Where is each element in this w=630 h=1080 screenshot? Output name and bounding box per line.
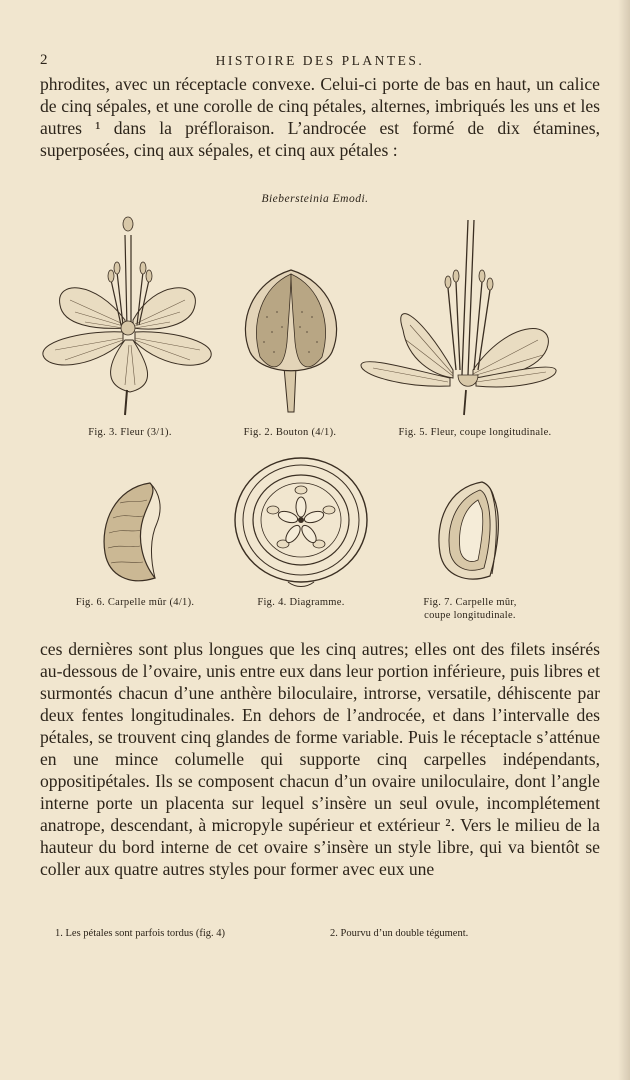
footnote-1: 1. Les pétales sont parfois tordus (fig. 4) xyxy=(55,928,226,939)
footnote-2: 2. Pourvu d’un double tégument. xyxy=(330,928,469,939)
figure-3-flower-illustration xyxy=(35,210,220,420)
running-head xyxy=(40,52,600,70)
figure-7-carpel-section-illustration xyxy=(432,478,504,586)
caption-figure-7 xyxy=(400,596,540,622)
footnotes xyxy=(55,928,595,944)
paragraph-top: phrodites, avec un réceptacle convexe. Celui-ci porte de bas en haut, un calice de cinq sépales, et une corolle de cinq pétales, alternes, imbriqués les uns et les autres ¹ dans la préfloraison. L’androcée est formé de dix étamines, superposées, cinq aux sépales, et cinq aux pétales : xyxy=(40,74,600,160)
figure-2-bud-illustration xyxy=(232,262,350,417)
page-number: 2 xyxy=(40,52,48,68)
figure-5-flower-section-illustration xyxy=(358,210,563,420)
caption-figure-7-line-1: Fig. 7. Carpelle mûr, xyxy=(423,597,517,608)
caption-figure-4: Fig. 4. Diagramme. xyxy=(257,597,345,608)
caption-figure-7-line-2: coupe longitudinale. xyxy=(424,610,516,621)
plate-species-title: Biebersteinia Emodi. xyxy=(261,193,369,205)
caption-figure-2: Fig. 2. Bouton (4/1). xyxy=(243,427,337,438)
figure-6-ripe-carpel-illustration xyxy=(95,478,170,590)
paragraph-bottom: ces dernières sont plus longues que les cinq autres; elles ont des filets insérés au-dessous de l’ovaire, unis entre eux dans leur portion inférieure, puis libres et surmontés chacun d’une anthère biloculaire, introrse, versatile, déhiscente par deux fentes longitudinales. En dehors de l’androcée, et dans l’intervalle des pétales, se trouvent cinq glandes de forme variable. Puis le réceptacle s’atténue en une mince columelle qui supporte cinq carpelles indépendants, oppositipétales. Ils se composent chacun d’un ovaire uniloculaire, dont l’angle interne porte un placenta sur lequel s’insère un seul ovule, incomplétement anatrope, descendant, à micropyle supérieur et extérieur ². Vers le milieu de la hauteur du bord interne de cet ovaire s’insère un style libre, qui va bientôt se coller aux quatre autres styles pour former avec eux une xyxy=(40,639,600,879)
page-edge-shadow xyxy=(618,0,630,1080)
caption-figure-5: Fig. 5. Fleur, coupe longitudinale. xyxy=(398,427,552,438)
caption-figure-6: Fig. 6. Carpelle mûr (4/1). xyxy=(75,597,195,608)
caption-figure-3: Fig. 3. Fleur (3/1). xyxy=(88,427,172,438)
figure-4-floral-diagram-illustration xyxy=(230,452,372,592)
running-title: HISTOIRE DES PLANTES. xyxy=(215,53,425,68)
